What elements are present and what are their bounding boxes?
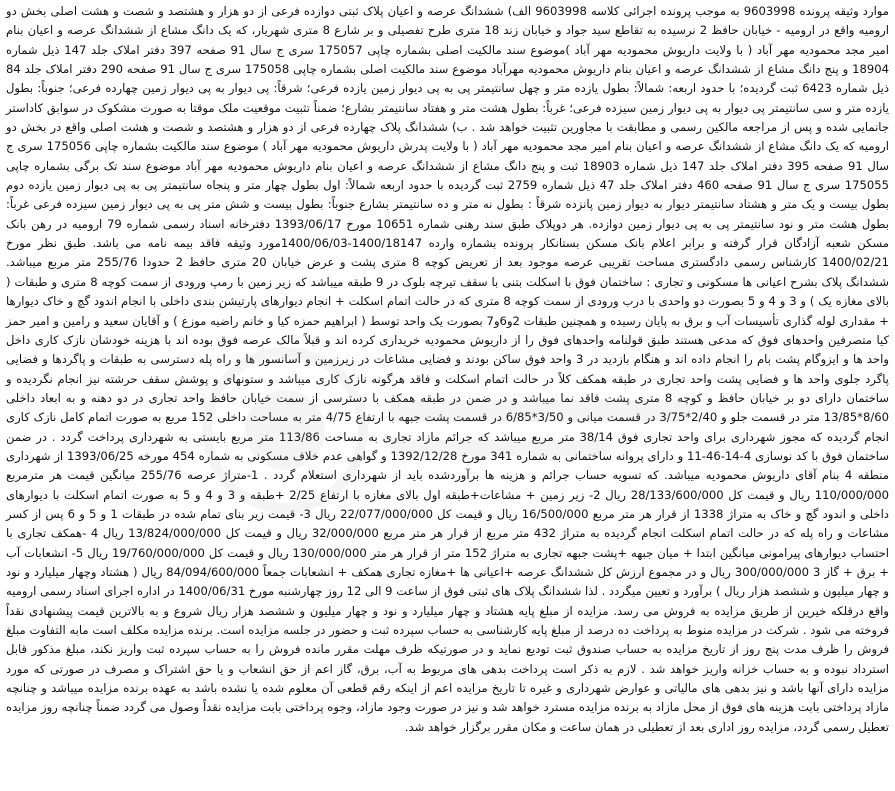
auction-notice-text: موارد وثیقه پرونده 9603998 به موجب پرونده اجرائی کلاسه 9603998 الف) ششدانگ عرصه و اعیان پلاک ثبتی دوازده فرعی از دو هزار و هشتصد و شصت و هشت اصلی بخش دو ارومیه واقع در ارومیه - خیابان حافظ 2 نرسیده به تقاطع سید جواد و خیابان زند 18 متری طرح تفصیلی و بر شارع 8 متری شهریار، که یک دانگ مشاع از ششدانگ عرصه و اعیان بنام امیر مجد محمودیه مهر آباد ( با ولایت داریوش محمودیه مهر آباد )موضوع سند مالکیت اصلی بشماره چاپی 175057 سری ج سال 91 صفحه 397 دفتر املاک جلد 147 ذیل شماره 18904 و پنج دانگ مشاع از ششدانگ عرصه و اعیان بنام داریوش محمودیه مهرآباد موضوع سند مالکیت اصلی بشماره چاپی 175058 سری ج سال 91 صفحه 290 دفتر املاک جلد 84 ذیل شماره 6423 ثبت گردیده؛ با حدود اربعه: شمالاً: بطول یازده متر و چهل سانتیمتر پی به پی دیوار زمین یازده فرعی؛ شرقاً: پی دیوار به پی دیوار زمین چهارده فرعی؛ جنوباً: بطول یازده متر و سی سانتیمتر پی دیوار به پی دیوار زمین سیزده فرعی؛ غرباً: بطول هشت متر و هفتاد سانتیمتر بشارع؛ ضمناً تثبیت موقعیت ملک موقتا به صورت مشکوک در سوابق کاداستر جانمایی شده و پس از مراجعه مالکین رسمی و مطابقت با مجاورین تثبیت خواهد شد . ب) ششدانگ پلاک چهارده فرعی از دو هزار و هشتصد و شصت و هشت اصلی واقع در بخش دو ارومیه که یک دانگ مشاع از ششدانگ عرصه و اعیان بنام امیر مجد محمودیه مهر آباد ( با ولایت پدرش داریوش محمودیه مهر آباد ) موضوع سند مالکیت بشماره چاپی 175056 سری ج سال 91 صفحه 395 دفتر املاک جلد 147 ذیل شماره 18903 ثبت و پنج دانگ مشاع از ششدانگ عرصه و اعیان بنام داریوش محمودیه مهر آباد موضوع سند تک برگی بشماره چاپی 175055 سری ج سال 91 صفحه 460 دفتر املاک جلد 47 ذیل شماره 2759 ثبت گردیده با حدود اربعه شمالاً: اول بطول چهار متر و پنجاه سانتیمتر پی به پی دیوار زمین یازده دوم بطول بیست و یک متر و هشتاد سانتیمتر دیوار به دیوار زمین پانزده شرقاً : بطول نه متر و ده سانتیمتر بشارع جنوباً: بطول بیست و شش متر پی به پی دیوار زمین سیزده فرعی غرباً: بطول هشت متر و نود سانتیمتر پی به پی دیوار زمین دوازده. هر دوپلاک طبق سند رهنی شماره 10651 مورخ 1393/06/17 دفترخانه اسناد رسمی شماره 79 ارومیه در رهن بانک مسکن شعبه آزادگان قرار گرفته و برابر اعلام بانک مسکن بستانکار پرونده بشماره وارده 1400/18147-1400/06/03مورد وثیقه فاقد بیمه نامه می باشد. طبق نظر مورخ 1400/02/21 کارشناس رسمی دادگستری مساحت تقریبی عرصه موجود بعد از تعریض کوچه 8 متری پشت و عرض خیابان 20 متری حافظ 2 حدودا 255/76 متر مربع میباشد. ششدانگ پلاک بشرح اعیانی ها مسکونی و تجاری : ساختمان فوق با اسکلت بتنی با سقف تیرچه بلوک در 9 طبقه میباشد که زیر زمین با رمپ ورودی از سمت کوچه 8 متری و طبقات ( بالای مغازه یک ) و 3 و 4 و 5 بصورت دو واحدی با درب ورودی از سمت کوچه 8 متری که در حالت اتمام اسکلت + انجام دیوارهای پارتیشن بندی داخلی با انجام اندود گچ و خاک دیوارها + مقداری لوله گذاری تأسیسات آب و برق به پایان رسیده و همچنین طبقات 2و6و7 بصورت یک واحد توسط ( ابراهیم حمزه کیا و خانم راضیه موزع ) و آقایان سعید و رامین و امیر حمز کیا متصرفین واحدهای فوق که مدعی هستند طبق قولنامه واحدهای فوق را از داریوش محمودیه خریداری کرده اند و قبلاً مالک عرصه فوق بوده اند با هزینه خودشان نازک کاری داخل واحد ها و ایزوگام پشت بام را انجام داده اند و هنگام بازدید در 3 واحد فوق ساکن بودند و فضایی مشاعات در زیرزمین و آسانسور ها و راه پله دسترسی به طبقات و پاگردها و فضایی پاگرد جلوی واحد ها و فضایی پشت واحد تجاری در طبقه همکف کلاً در حالت اتمام اسکلت و فاقد هرگونه نازک کاری میباشد و ستونهای و پوشش سقف حرشته نیز انجام نگردیده و ساختمان دارای دو بر خیابان حافظ و کوچه 8 متری پشت فاقد نما میباشد و در ضمن در طبقه همکف با دسترسی از سمت خیابان حافظ واحد تجاری در دو دهنه و به ابعاد داخلی 8/60*13/85 متر در قسمت جلو و 2/40*3/75 در قسمت میانی و 3/50*6/85 در قسمت پشت جبهه با ارتفاع 4/75 متر به مساحت داخلی 152 مربع به صورت اتمام کامل نازک کاری انجام گردیده که مجوز شهرداری برای واحد تجاری فوق 38/14 متر مربع میباشد که جرائم مازاد تجاری به مساحت 113/86 متر مربع بایستی به شهرداری پرداخت گردد . در ضمن ساختمان فوق با کد نوسازی 4-14-46-11 و دارای پروانه ساختمانی به شماره 341 مورخ 1392/12/28 و گواهی عدم خلاف مسکونی به شماره 454 مورخه 1393/06/25 از شهرداری منطقه 4 بنام آقای داریوش محمودیه میباشد. که تسویه حساب جرائم و هزینه ها برآوردشده باید از شهرداری استعلام گردد . 1-متراژ عرصه 255/76 میانگین قیمت هر مترمربع 110/000/000 ریال و قیمت کل 28/133/600/000 ریال 2- زیر زمین + مشاعات+طبقه اول بالای مغازه با ارتفاع 2/25 +طبقه و 3 و 4 و 5 به صورت اتمام اسکلت با دیوارهای داخلی و اندود گچ و خاک به متراژ 1338 از قرار هر متر مربع 16/500/000 ریال و قیمت کل 22/077/000/000 ریال 3- قیمت زیر بنای تمام شده در طبقات 1 و 5 و 6 پس از کسر مشاعات و راه پله که در حالت اتمام اسکلت انجام گردیده به متراژ 432 متر مربع از قرار هر متر مربع 32/000/000 ریال و قیمت کل 13/824/000/000 ریال 4 -همکف تجاری با احتساب دیوارهای پیرامونی میانگین ابتدا + میان جبهه +پشت جبهه تجاری به متراژ 152 متر از قرار هر متر 130/000/000 ریال و قیمت کل 19/760/000/000 ریال 5- انشعابات آب + برق + گاز 3 300/000/000 ریال و در مجموع ارزش کل ششدانگ عرصه +اعیانی ها +مغازه تجاری همکف + انشعابات جمعاً 84/094/600/000 ریال ( هشتاد وچهار میلیارد و نود و چهار میلیون و ششصد هزار ریال ) برآورد و تعیین میگردد . لذا ششدانگ پلاک های ثبتی فوق از ساعت 9 الی 12 روز چهارشنبه مورخ 1400/06/31 در اداره اجرای اسناد رسمی ارومیه واقع درقلکه خیرین از طریق مزایده به فروش می رسد. مزایده از مبلغ پایه هشتاد و چهار میلیارد و نود و چهار میلیون و ششصد هزار ریال شروع و به بالاترین قیمت پیشنهادی نقداً فروخته می شود . شرکت در مزایده منوط به پرداخت ده درصد از مبلغ پایه کارشناسی به حساب سپرده ثبت و حضور در جلسه مزایده است. برنده مزایده مکلف است مابه التفاوت مبلغ فروش را ظرف مدت پنج روز از تاریخ مزایده به حساب صندوق ثبت تودیع نماید و در صورتیکه ظرف مهلت مقرر مانده فروش را به حساب سپرده ثبت واریز نکند، مبلغ مذکور قابل استرداد نبوده و به حساب خزانه واریز خواهد شد . لازم به ذکر است پرداخت بدهی های مربوط به آب، برق، گاز اعم از حق انشعاب و یا حق اشتراک و مصرف در صورتی که مورد مزایده دارای آنها باشد و نیز بدهی های مالیاتی و عوارض شهرداری و غیره تا تاریخ مزایده اعم از اینکه رقم قطعی آن معلوم شده یا نشده باشد به عهده برنده مزایده میباشد و چنانچه مازاد پرداختی بابت هزینه های فوق از محل مازاد به برنده مزایده مسترد خواهد شد و نیز در صورت وجود مازاد، وجوه پرداختی بابت مزایده نقداً وصول می گردد ضمناً چنانچه روز مزایده تعطیل رسمی گردد، مزایده روز اداری بعد از تعطیلی در همان ساعت و مکان مقرر برگزار خواهد شد.	[6, 4, 890, 734]
